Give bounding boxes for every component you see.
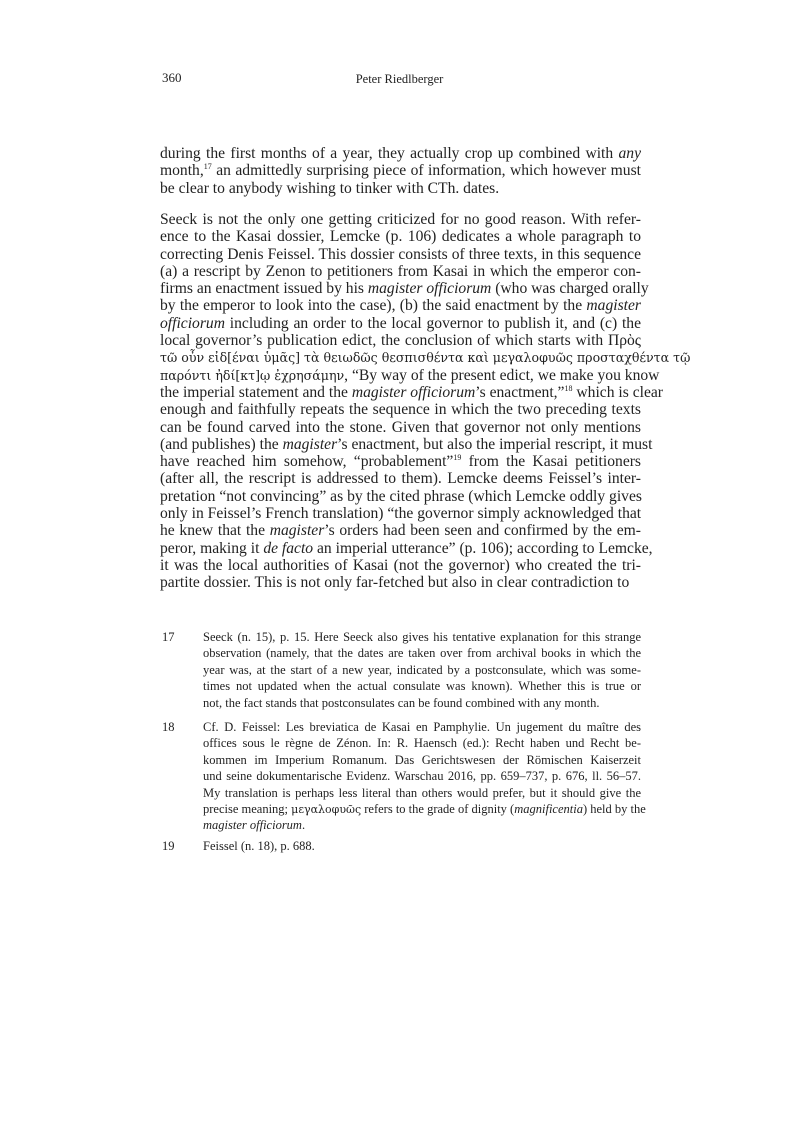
footnote-ref: 17: [203, 162, 212, 172]
text-line: by the emperor to look into the case), (b) the said enactment by the magister: [160, 297, 641, 315]
footnote-line: kommen im Imperium Romanum. Das Gerichtswesen der Römischen Kaiserzeit: [203, 752, 641, 767]
italic-text: magnificentia: [514, 801, 583, 816]
text-line: παρόντι ἠδί[κτ]ῳ ἐχρησάμην, “By way of the present edict, we make you know: [160, 366, 660, 384]
footnote-ref: 19: [453, 453, 462, 463]
footnote-line: observation (namely, that the dates are taken over from archival books in which the: [203, 646, 641, 661]
greek-text: τῶ οὖν εἰδ[έναι ὑμᾶς] τὰ θειωδῶς θεσπισθέντα καὶ μεγαλοφυῶς προσταχθέντα τῷ: [160, 350, 691, 366]
text-line: firms an enactment issued by his magister officiorum (who was charged orally: [160, 280, 649, 298]
text-line: local governor’s publication edict, the conclusion of which starts with Πρὸς: [160, 332, 641, 350]
italic-text: magister officiorum: [351, 383, 476, 401]
text-line: [160, 349, 691, 366]
footnote-line: Seeck (n. 15), p. 15. Here Seeck also gives his tentative explanation for this strange: [203, 630, 641, 644]
footnote-line: not, the fact stands that postconsulates can be found combined with any month.: [203, 695, 600, 710]
footnote: [162, 719, 646, 834]
footnote-line: times not updated when the actual consulate was known). Whether this is true or: [203, 679, 641, 694]
footnote: [162, 629, 641, 711]
footnote-line: und seine dokumentarische Evidenz. Warschau 2016, pp. 659–737, p. 676, ll. 56–57.: [203, 769, 641, 784]
footnote: [162, 838, 641, 854]
text-line: Seeck is not the only one getting criticized for no good reason. With refer-: [160, 211, 641, 228]
text-line: during the first months of a year, they actually crop up combined with any: [160, 145, 641, 162]
italic-text: magister officiorum: [203, 818, 302, 833]
text-line: officiorum including an order to the local governor to publish it, and (c) the: [160, 314, 641, 332]
text-line: pretation “not convincing” as by the cited phrase (which Lemcke oddly gives: [160, 487, 642, 505]
footnote-text: [203, 719, 646, 834]
text-line: (and publishes) the magister’s enactment, but also the imperial rescript, it must: [160, 435, 653, 453]
greek-text: μεγαλοφυῶς: [291, 802, 362, 816]
italic-text: magister: [282, 435, 338, 453]
footnote-line: offices sous le règne de Zénon. In: R. Haensch (ed.): Recht haben und Recht be-: [203, 736, 641, 751]
footnote-text: [203, 629, 641, 711]
text-line: he knew that the magister’s orders had been seen and confirmed by the em-: [160, 522, 641, 540]
italic-text: officiorum: [160, 314, 225, 332]
italic-text: magister: [269, 522, 325, 540]
greek-text: παρόντι ἠδί[κτ]ῳ ἐχρησάμην: [160, 367, 345, 383]
text-line: (after all, the rescript is addressed to them). Lemcke deems Feissel’s inter-: [160, 470, 641, 488]
footnote-line: year was, at the start of a new year, indicated by a postconsulate, which was some-: [203, 662, 641, 677]
footnote-line: My translation is perhaps less literal than others would prefer, but it should give the: [203, 785, 641, 800]
text-line: enough and faithfully repeats the sequence in which the two preceding texts: [160, 401, 641, 419]
text-line: month,$^{17}$ an admittedly surprising piece of information, which however must: [160, 162, 641, 180]
text-line: partite dossier. This is not only far-fetched but also in clear contradiction to: [160, 574, 630, 592]
text-line: be clear to anybody wishing to tinker with CTh. dates.: [160, 179, 500, 197]
footnote-line: Cf. D. Feissel: Les breviatica de Kasai en Pamphylie. Un jugement du maître des: [203, 720, 641, 734]
text-line: ence to the Kasai dossier, Lemcke (p. 106) dedicates a whole paragraph to: [160, 228, 641, 246]
text-line: the imperial statement and the magister officiorum’s enactment,”$^{18}$ which is clear: [160, 383, 663, 401]
footnote-number: 18: [162, 720, 175, 734]
text-line: have reached him somehow, “probablement”$^{19}$ from the Kasai petitioners: [160, 453, 641, 471]
footnote-text: [203, 838, 641, 854]
italic-text: any: [618, 145, 641, 162]
body-paragraph: [160, 211, 691, 592]
footnote-line: precise meaning; μεγαλοφυῶς refers to the grade of dignity (magnificentia) held by the: [203, 801, 646, 816]
footnote-line: Feissel (n. 18), p. 688.: [203, 839, 315, 853]
text-line: correcting Denis Feissel. This dossier consists of three texts, in this sequence: [160, 245, 641, 263]
footnote-number: 17: [162, 630, 175, 644]
italic-text: magister officiorum: [367, 280, 492, 298]
footnote-number: 19: [162, 839, 175, 853]
italic-text: de facto: [263, 539, 314, 557]
text-line: only in Feissel’s French translation) “the governor simply acknowledged that: [160, 505, 642, 523]
italic-text: magister: [586, 297, 641, 315]
body-paragraph: [160, 145, 641, 197]
text-line: peror, making it de facto an imperial utterance” (p. 106); according to Lemcke,: [160, 539, 653, 557]
page-number: 360: [162, 70, 182, 85]
footnote-ref: 18: [564, 383, 573, 393]
text-line: (a) a rescript by Zenon to petitioners from Kasai in which the emperor con-: [160, 262, 641, 280]
text-line: it was the local authorities of Kasai (not the governor) who created the tri-: [160, 556, 641, 574]
text-line: can be found carved into the stone. Given that governor not only mentions: [160, 418, 641, 436]
footnote-line: magister officiorum.: [203, 818, 306, 833]
running-head: Peter Riedlberger: [355, 72, 444, 86]
